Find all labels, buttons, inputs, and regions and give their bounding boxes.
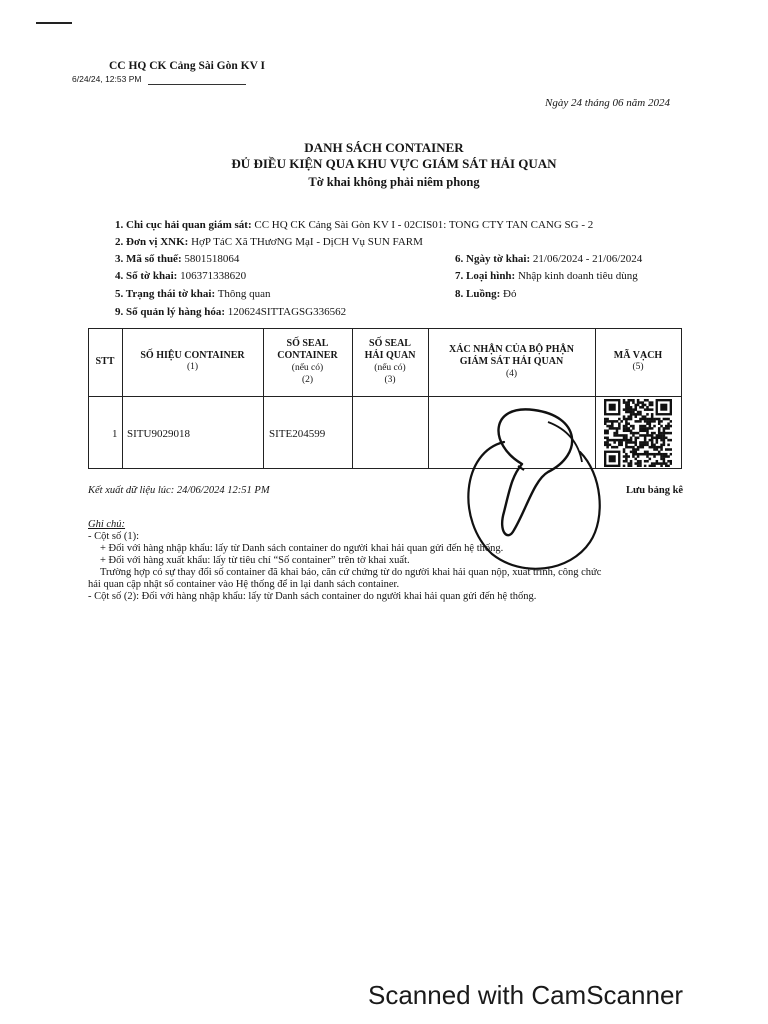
- scan-mark: [36, 22, 72, 24]
- field-declaration-date: 6. Ngày tờ khai: 21/06/2024 - 21/06/2024: [455, 253, 643, 265]
- table-header-divider: [88, 396, 682, 397]
- notes-heading: Ghi chú:: [88, 519, 126, 530]
- cell-container-seal: SITE204599: [269, 428, 326, 440]
- column-header-stt: STT: [95, 355, 115, 367]
- note-line: - Cột số (1):: [88, 531, 140, 542]
- field-supervising-office: 1. Chi cục hải quan giám sát: CC HQ CK Cảng Sài Gòn KV I - 02CIS01: TONG CTY TAN CANG SG - 2: [115, 219, 594, 231]
- field-importer: 2. Đơn vị XNK: HợP TáC Xã THươNG MạI - DịCH Vụ SUN FARM: [115, 236, 423, 248]
- column-header-customs-seal: SỐ SEAL HẢI QUAN (nếu có) (3): [364, 337, 416, 385]
- field-type: 7. Loại hình: Nhập kinh doanh tiêu dùng: [455, 270, 638, 282]
- notes-section: [88, 519, 601, 603]
- camscanner-watermark: Scanned with CamScanner: [368, 980, 684, 1010]
- export-timestamp: Kết xuất dữ liệu lúc: 24/06/2024 12:51 PM: [88, 485, 270, 496]
- save-list-label: Lưu bảng kê: [626, 485, 684, 496]
- table-border: [88, 328, 682, 329]
- office-underline: [148, 84, 246, 85]
- cell-stt: 1: [112, 428, 118, 440]
- column-header-container-number: SỐ HIỆU CONTAINER (1): [140, 349, 245, 373]
- column-header-barcode: MÃ VẠCH (5): [613, 349, 663, 373]
- document-title: DANH SÁCH CONTAINER: [304, 140, 464, 155]
- column-header-confirmation: XÁC NHẬN CỦA BỘ PHẬN GIÁM SÁT HẢI QUAN (4): [449, 343, 574, 379]
- field-declaration-number: 4. Số tờ khai: 106371338620: [115, 270, 247, 282]
- print-timestamp: 6/24/24, 12:53 PM: [72, 74, 142, 84]
- document-subtitle: ĐỦ ĐIỀU KIỆN QUA KHU VỰC GIÁM SÁT HẢI QUAN: [231, 156, 557, 171]
- column-header-container-seal: SỐ SEAL CONTAINER (nếu có) (2): [277, 337, 338, 385]
- document-date: Ngày 24 tháng 06 năm 2024: [545, 97, 670, 109]
- customs-office-name: CC HQ CK Cảng Sài Gòn KV I: [109, 60, 266, 72]
- note-line: hải quan cập nhật số container vào Hệ thống để in lại danh sách container.: [88, 579, 400, 590]
- note-line: Trường hợp có sự thay đổi số container đã khai báo, căn cứ chứng từ do người khai hải quan nộp, xuất trình, công chức: [100, 567, 602, 578]
- document-note-title: Tờ khai không phải niêm phong: [308, 175, 480, 189]
- field-goods-id: 9. Số quản lý hàng hóa: 120624SITTAGSG336562: [115, 306, 347, 318]
- table-border: [681, 328, 682, 469]
- note-line: + Đối với hàng nhập khẩu: lấy từ Danh sách container do người khai hải quan gửi đến hệ thống.: [100, 543, 504, 554]
- note-line: + Đối với hàng xuất khẩu: lấy từ tiêu chí “Số container” trên tờ khai xuất.: [100, 555, 410, 566]
- cell-container-number: SITU9029018: [127, 428, 190, 440]
- qr-code: [604, 399, 672, 467]
- field-declaration-status: 5. Trạng thái tờ khai: Thông quan: [115, 288, 271, 300]
- note-line: - Cột số (2): Đối với hàng nhập khẩu: lấy từ Danh sách container do người khai hải quan gửi đến hệ thống.: [88, 591, 537, 602]
- field-channel: 8. Luồng: Đỏ: [455, 288, 517, 300]
- field-tax-code: 3. Mã số thuế: 5801518064: [115, 253, 240, 265]
